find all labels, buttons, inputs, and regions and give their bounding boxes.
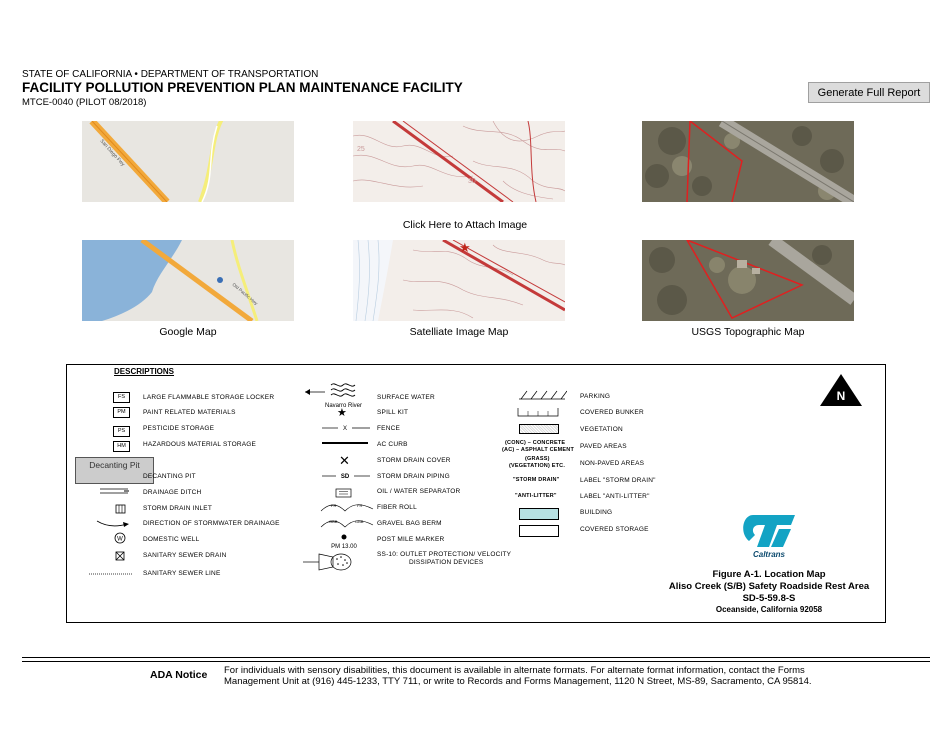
svg-text:Navarro River: Navarro River — [325, 403, 363, 409]
domestic-well-icon — [114, 532, 126, 544]
legend-label-paved-areas: PAVED AREAS — [580, 443, 627, 450]
figure-site-id: SD-5-59.8-S — [742, 593, 796, 604]
fiber-roll-icon — [319, 503, 375, 515]
gravel-bag-berm-icon — [319, 519, 375, 531]
surface-water-icon — [303, 381, 363, 409]
vegetation-symbol: (VEGETATION) ETC. — [509, 463, 566, 469]
svg-text:GBB: GBB — [329, 519, 338, 524]
legend-label-oil-water-separator: OIL / WATER SEPARATOR — [377, 488, 461, 495]
figure-title: Figure A-1. Location Map — [712, 569, 826, 580]
legend-label-domestic-well: DOMESTIC WELL — [143, 536, 200, 543]
footer-divider — [22, 657, 930, 658]
svg-text:GBB: GBB — [355, 519, 364, 524]
ada-notice-label: ADA Notice — [150, 669, 208, 681]
legend-label-outlet-protection: SS-10: OUTLET PROTECTION/ VELOCITY — [377, 551, 512, 558]
legend-label-fiber-roll: FIBER ROLL — [377, 504, 417, 511]
decanting-pit-icon: Decanting Pit — [75, 457, 154, 484]
legend-label-parking: PARKING — [580, 393, 611, 400]
vegetation-icon — [519, 424, 559, 434]
attach-image-link[interactable]: Click Here to Attach Image — [402, 219, 528, 231]
svg-text:30: 30 — [468, 178, 476, 185]
satellite-map-bottom[interactable] — [353, 240, 565, 321]
storm-drain-cover-icon: ✕ — [339, 453, 350, 468]
ac-symbol: (AC) – ASPHALT CEMENT — [502, 447, 575, 453]
generate-full-report-button[interactable]: Generate Full Report — [808, 82, 930, 103]
legend-label-vegetation: VEGETATION — [580, 426, 623, 433]
legend-label-storm-drain-cover: STORM DRAIN COVER — [377, 457, 451, 464]
google-map-caption: Google Map — [159, 326, 217, 338]
satellite-map-caption: Satelliate Image Map — [409, 326, 509, 338]
legend-label-gravel-bag-berm: GRAVEL BAG BERM — [377, 520, 442, 527]
legend-label-fence: FENCE — [377, 425, 401, 432]
legend-label-sanitary-sewer-line: SANITARY SEWER LINE — [143, 570, 221, 577]
legend-label-spill-kit: SPILL KIT — [377, 409, 409, 416]
building-icon — [519, 508, 559, 520]
parking-icon — [517, 389, 567, 401]
legend-label-covered-storage: COVERED STORAGE — [580, 526, 649, 533]
legend-panel — [66, 364, 886, 623]
legend-label-storm-drain-piping: STORM DRAIN PIPING — [377, 473, 450, 480]
svg-text:N: N — [836, 389, 846, 403]
storm-drain-inlet-icon — [115, 504, 127, 514]
legend-label-decanting-pit: DECANTING PIT — [143, 473, 196, 480]
legend-label-post-mile-marker: POST MILE MARKER — [377, 536, 445, 543]
legend-label-sanitary-sewer-drain: SANITARY SEWER DRAIN — [143, 552, 227, 559]
caltrans-logo-icon — [739, 511, 799, 559]
svg-text:25: 25 — [357, 146, 365, 153]
covered-storage-icon — [519, 525, 559, 537]
storm-drain-piping-icon — [322, 472, 370, 480]
usgs-map-top[interactable] — [642, 121, 854, 202]
site-marker-icon: ★ — [459, 240, 471, 255]
svg-text:Old Pacific Hwy: Old Pacific Hwy — [231, 281, 259, 307]
legend-label-drainage-ditch: DRAINAGE DITCH — [143, 489, 202, 496]
sanitary-sewer-drain-icon — [115, 551, 125, 561]
google-map-bottom[interactable] — [82, 240, 294, 321]
form-id: MTCE-0040 (PILOT 08/2018) — [22, 97, 147, 108]
pm-code-icon: PM — [113, 407, 130, 418]
svg-text:X: X — [342, 426, 348, 432]
svg-text:SD: SD — [340, 474, 350, 480]
satellite-map-top[interactable] — [353, 121, 565, 202]
legend-label-pm: PAINT RELATED MATERIALS — [143, 409, 236, 416]
legend-label-building: BUILDING — [580, 509, 613, 516]
ps-code-icon: PS — [113, 426, 130, 437]
fs-code-icon: FS — [113, 392, 130, 403]
legend-label-ps: PESTICIDE STORAGE — [143, 425, 215, 432]
legend-label-hm: HAZARDOUS MATERIAL STORAGE — [143, 441, 257, 448]
legend-label-storm-drain-inlet: STORM DRAIN INLET — [143, 505, 213, 512]
legend-label-anti-litter: LABEL "ANTI-LITTER" — [580, 493, 650, 500]
legend-label-dissipation-devices: DISSIPATION DEVICES — [409, 559, 484, 566]
anti-litter-label-symbol: "ANTI-LITTER" — [515, 493, 557, 499]
legend-label-non-paved-areas: NON-PAVED AREAS — [580, 460, 645, 467]
grass-symbol: (GRASS) — [525, 456, 550, 462]
conc-symbol: (CONC) – CONCRETE — [505, 440, 566, 446]
legend-label-covered-bunker: COVERED BUNKER — [580, 409, 644, 416]
usgs-map-caption: USGS Topographic Map — [691, 326, 805, 338]
storm-drain-label-symbol: "STORM DRAIN" — [513, 477, 560, 483]
figure-location: Oceanside, California 92058 — [715, 605, 823, 614]
agency-line: STATE OF CALIFORNIA • DEPARTMENT OF TRANSPORTATION — [22, 69, 319, 80]
legend-label-stormwater-direction: DIRECTION OF STORMWATER DRAINAGE — [143, 520, 280, 527]
ac-curb-icon — [322, 441, 368, 445]
legend-title: DESCRIPTIONS — [114, 367, 175, 376]
legend-label-fs: LARGE FLAMMABLE STORAGE LOCKER — [143, 394, 275, 401]
drainage-direction-arrow-icon — [95, 519, 131, 529]
svg-text:FR: FR — [357, 503, 363, 508]
north-arrow-icon — [819, 373, 863, 407]
post-mile-marker-icon — [327, 534, 363, 550]
oil-water-separator-icon — [335, 488, 353, 498]
usgs-map-bottom[interactable] — [642, 240, 854, 321]
svg-text:W: W — [117, 536, 123, 543]
fence-icon — [322, 424, 370, 432]
document-title: FACILITY POLLUTION PREVENTION PLAN MAINTENANCE FACILITY — [22, 80, 463, 95]
figure-site-name: Aliso Creek (S/B) Safety Roadside Rest Area — [668, 581, 870, 592]
legend-label-surface-water: SURFACE WATER — [377, 394, 435, 401]
legend-label-ac-curb: AC CURB — [377, 441, 408, 448]
hm-code-icon: HM — [113, 441, 130, 452]
outlet-protection-icon — [301, 551, 361, 573]
sanitary-sewer-line-icon — [89, 572, 133, 576]
legend-label-storm-drain: LABEL "STORM DRAIN" — [580, 477, 656, 484]
google-map-top[interactable] — [82, 121, 294, 202]
covered-bunker-icon — [517, 407, 559, 417]
ada-notice-text: For individuals with sensory disabilities, this document is available in alternate formats. For alternate format information, contact the Forms Management Unit at (916) 445-1233, TTY 711, or write to Records and Forms Management, 1120 N Street, MS-89, Sacramento, CA 95814. — [224, 665, 812, 687]
svg-text:PM 13.00: PM 13.00 — [331, 544, 357, 550]
spill-kit-icon: ★ — [337, 407, 347, 419]
drainage-ditch-icon — [100, 487, 130, 495]
footer-divider — [22, 661, 930, 662]
svg-text:Caltrans: Caltrans — [752, 550, 786, 559]
svg-text:San Diego Fwy: San Diego Fwy — [98, 138, 126, 168]
svg-text:FR: FR — [331, 503, 337, 508]
